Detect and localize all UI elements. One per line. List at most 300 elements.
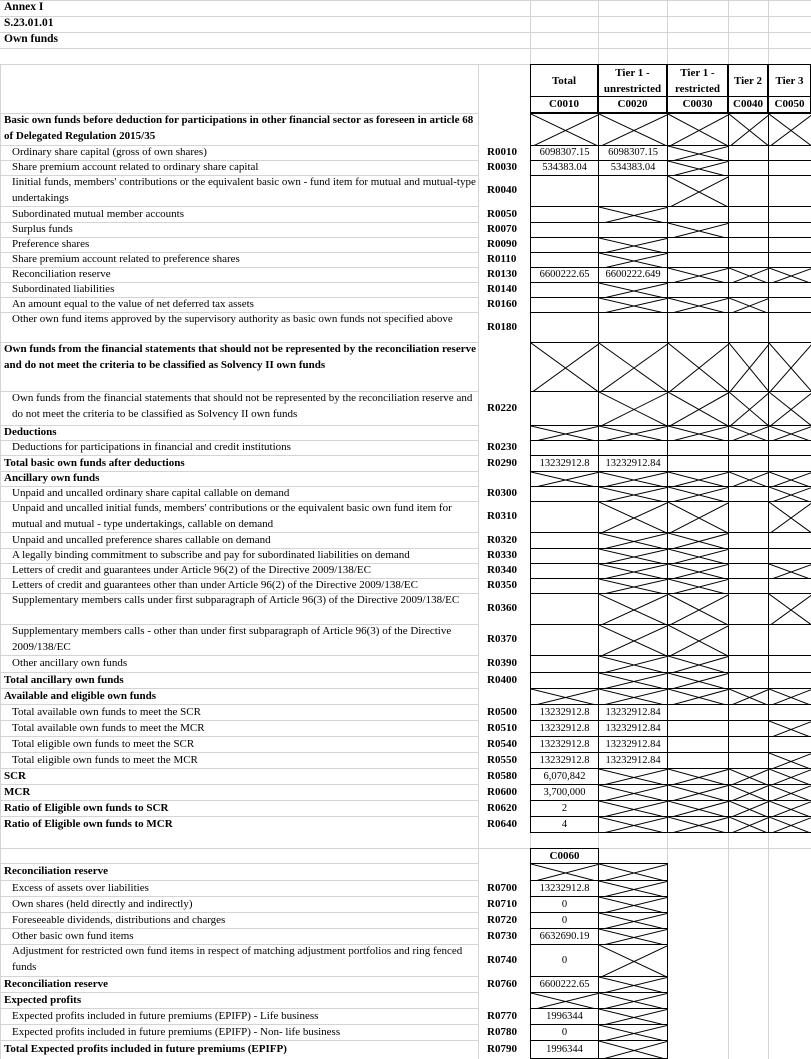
- value-cell: [768, 532, 811, 549]
- crossed-out-cell: [728, 816, 769, 833]
- value-cell: [728, 160, 769, 176]
- cross-mark: [668, 769, 729, 785]
- row-label: Excess of assets over liabilities: [12, 882, 149, 894]
- value-cell: [667, 704, 729, 721]
- value-cell: [728, 704, 769, 721]
- cross-mark: [769, 114, 811, 146]
- annex-label: Annex I: [4, 1, 44, 13]
- value-cell: 0: [530, 944, 599, 977]
- row-code: R0580: [487, 770, 517, 782]
- crossed-out-cell: [598, 471, 668, 487]
- crossed-out-cell: [598, 342, 668, 392]
- cross-mark: [599, 533, 668, 549]
- crossed-out-cell: [598, 912, 668, 929]
- value-cell: [530, 593, 599, 625]
- row-label: Own funds from the financial statements that should not be represented by the reconciliation reserve and do not meet the criteria to be classified as Solvency II own funds: [4, 343, 476, 371]
- row-code: R0370: [487, 633, 517, 645]
- cross-mark: [668, 343, 729, 392]
- row-code: R0070: [487, 223, 517, 235]
- cross-mark: [668, 472, 729, 487]
- value-cell: [768, 655, 811, 673]
- row-label: Iinitial funds, members' contributions or the equivalent basic own - fund item for mutual and mutual-type undertakings: [12, 176, 476, 204]
- crossed-out-cell: [667, 175, 729, 207]
- value-cell: [728, 501, 769, 533]
- crossed-out-cell: [768, 342, 811, 392]
- cross-mark: [599, 929, 668, 945]
- crossed-out-cell: [667, 784, 729, 801]
- grid-line: [0, 848, 811, 849]
- cross-mark: [599, 913, 668, 929]
- value-cell: [728, 486, 769, 502]
- crossed-out-cell: [667, 267, 729, 283]
- cross-mark: [599, 897, 668, 913]
- value-cell: [598, 175, 668, 207]
- row-label: SCR: [4, 770, 27, 782]
- row-code: R0780: [487, 1026, 517, 1038]
- value-cell: [530, 222, 599, 238]
- crossed-out-cell: [667, 816, 729, 833]
- value-cell: [667, 237, 729, 253]
- value-cell: [768, 237, 811, 253]
- column-header: Total: [530, 64, 598, 97]
- value-cell: [728, 593, 769, 625]
- value-cell: 13232912.84: [598, 704, 668, 721]
- value-cell: [530, 282, 599, 298]
- value-cell: [728, 720, 769, 737]
- cross-mark: [668, 817, 729, 833]
- row-label: Other basic own fund items: [12, 930, 134, 942]
- value-cell: [768, 222, 811, 238]
- page-title: Own funds: [4, 33, 59, 45]
- crossed-out-cell: [768, 688, 811, 705]
- crossed-out-cell: [768, 267, 811, 283]
- cross-mark: [599, 656, 668, 673]
- row-code: R0510: [487, 722, 517, 734]
- row-label: Preference shares: [12, 238, 90, 250]
- value-cell: [728, 252, 769, 268]
- value-cell: [728, 752, 769, 769]
- row-code: R0130: [487, 268, 517, 280]
- value-cell: [768, 145, 811, 161]
- cross-mark: [599, 993, 668, 1009]
- cross-mark: [729, 343, 769, 392]
- row-code: R0310: [487, 510, 517, 522]
- crossed-out-cell: [667, 160, 729, 176]
- cross-mark: [668, 161, 729, 176]
- column-code: C0040: [728, 96, 768, 113]
- value-cell: [768, 282, 811, 298]
- crossed-out-cell: [598, 532, 668, 549]
- cross-mark: [668, 426, 729, 441]
- row-label: Own funds from the financial statements that should not be represented by the reconciliation reserve and do not meet the criteria to be classified as Solvency II own funds: [12, 392, 473, 420]
- cross-mark: [668, 487, 729, 502]
- cross-mark: [531, 426, 599, 441]
- cross-mark: [729, 298, 769, 313]
- crossed-out-cell: [728, 113, 769, 146]
- row-code: R0770: [487, 1010, 517, 1022]
- value-cell: [768, 440, 811, 456]
- crossed-out-cell: [598, 784, 668, 801]
- cross-mark: [599, 487, 668, 502]
- crossed-out-cell: [598, 297, 668, 313]
- crossed-out-cell: [598, 863, 668, 881]
- value-cell: [728, 175, 769, 207]
- cross-mark: [599, 881, 668, 897]
- cross-mark: [668, 785, 729, 801]
- crossed-out-cell: [667, 391, 729, 426]
- crossed-out-cell: [768, 800, 811, 817]
- crossed-out-cell: [598, 282, 668, 298]
- row-label: Ratio of Eligible own funds to SCR: [4, 802, 169, 814]
- cross-mark: [599, 426, 668, 441]
- value-cell: [768, 297, 811, 313]
- value-cell: 13232912.84: [598, 736, 668, 753]
- crossed-out-cell: [598, 624, 668, 656]
- value-cell: [728, 312, 769, 343]
- crossed-out-cell: [598, 252, 668, 268]
- cross-mark: [769, 769, 811, 785]
- value-cell: 3,700,000: [530, 784, 599, 801]
- value-cell: [530, 563, 599, 579]
- column-header: Tier 3: [768, 64, 811, 97]
- cross-mark: [599, 564, 668, 579]
- cross-mark: [769, 801, 811, 817]
- cross-mark: [668, 564, 729, 579]
- crossed-out-cell: [768, 816, 811, 833]
- row-code: R0730: [487, 930, 517, 942]
- row-label: Total eligible own funds to meet the MCR: [12, 754, 198, 766]
- row-code: R0360: [487, 602, 517, 614]
- cross-mark: [599, 579, 668, 594]
- row-label: Own shares (held directly and indirectly): [12, 898, 193, 910]
- crossed-out-cell: [598, 486, 668, 502]
- crossed-out-cell: [598, 1008, 668, 1025]
- cross-mark: [668, 146, 729, 161]
- cross-mark: [729, 801, 769, 817]
- crossed-out-cell: [667, 688, 729, 705]
- value-cell: [728, 206, 769, 223]
- value-cell: [728, 563, 769, 579]
- cross-mark: [769, 392, 811, 426]
- crossed-out-cell: [768, 391, 811, 426]
- cross-mark: [599, 785, 668, 801]
- crossed-out-cell: [598, 800, 668, 817]
- row-code: R0320: [487, 534, 517, 546]
- crossed-out-cell: [768, 720, 811, 737]
- value-cell: [768, 578, 811, 594]
- column-code: C0030: [667, 96, 728, 113]
- value-cell: [768, 160, 811, 176]
- cross-mark: [599, 817, 668, 833]
- row-label: Ancillary own funds: [4, 472, 100, 484]
- value-cell: [667, 312, 729, 343]
- crossed-out-cell: [667, 501, 729, 533]
- value-cell: [768, 672, 811, 689]
- cross-mark: [599, 502, 668, 533]
- crossed-out-cell: [530, 342, 599, 392]
- row-code: R0790: [487, 1043, 517, 1055]
- cross-mark: [769, 472, 811, 487]
- value-cell: 6600222.649: [598, 267, 668, 283]
- row-label: Expected profits included in future premiums (EPIFP) - Life business: [12, 1010, 319, 1022]
- row-label: Surplus funds: [12, 223, 73, 235]
- value-cell: [728, 548, 769, 564]
- crossed-out-cell: [598, 425, 668, 441]
- cross-mark: [599, 343, 668, 392]
- crossed-out-cell: [728, 471, 769, 487]
- crossed-out-cell: [598, 237, 668, 253]
- crossed-out-cell: [598, 1040, 668, 1059]
- cross-mark: [668, 298, 729, 313]
- value-cell: [768, 548, 811, 564]
- cross-mark: [531, 114, 599, 146]
- value-cell: [530, 486, 599, 502]
- grid-line: [0, 0, 811, 1]
- cross-mark: [729, 785, 769, 801]
- value-cell: [530, 440, 599, 456]
- crossed-out-cell: [530, 471, 599, 487]
- crossed-out-cell: [667, 800, 729, 817]
- cross-mark: [668, 579, 729, 594]
- cross-mark: [599, 769, 668, 785]
- value-cell: 6632690.19: [530, 928, 599, 945]
- cross-mark: [531, 689, 599, 705]
- value-cell: [530, 578, 599, 594]
- value-cell: 6600222.65: [530, 976, 599, 993]
- row-code: R0220: [487, 402, 517, 414]
- crossed-out-cell: [530, 688, 599, 705]
- column-header: Tier 1 - restricted: [667, 64, 728, 97]
- value-cell: 534383.04: [598, 160, 668, 176]
- crossed-out-cell: [667, 145, 729, 161]
- row-label: Deductions for participations in financial and credit institutions: [12, 441, 291, 453]
- cross-mark: [668, 801, 729, 817]
- crossed-out-cell: [598, 655, 668, 673]
- row-label: Expected profits included in future premiums (EPIFP) - Non- life business: [12, 1026, 341, 1038]
- row-code: R0390: [487, 657, 517, 669]
- cross-mark: [599, 945, 668, 977]
- row-code: R0500: [487, 706, 517, 718]
- crossed-out-cell: [667, 624, 729, 656]
- crossed-out-cell: [667, 532, 729, 549]
- cross-mark: [599, 392, 668, 426]
- row-code: R0760: [487, 978, 517, 990]
- crossed-out-cell: [728, 342, 769, 392]
- cross-mark: [599, 977, 668, 993]
- cross-mark: [599, 1041, 668, 1059]
- crossed-out-cell: [598, 944, 668, 977]
- value-cell: [728, 440, 769, 456]
- crossed-out-cell: [598, 563, 668, 579]
- value-cell: [768, 206, 811, 223]
- cross-mark: [599, 1009, 668, 1025]
- value-cell: [728, 222, 769, 238]
- crossed-out-cell: [667, 113, 729, 146]
- value-cell: [728, 578, 769, 594]
- cross-mark: [599, 801, 668, 817]
- crossed-out-cell: [598, 593, 668, 625]
- row-code: R0330: [487, 549, 517, 561]
- row-label: Available and eligible own funds: [4, 690, 156, 702]
- value-cell: 2: [530, 800, 599, 817]
- crossed-out-cell: [598, 578, 668, 594]
- value-cell: 13232912.8: [530, 880, 599, 897]
- row-code: R0030: [487, 161, 517, 173]
- cross-mark: [531, 472, 599, 487]
- crossed-out-cell: [768, 593, 811, 625]
- crossed-out-cell: [768, 784, 811, 801]
- crossed-out-cell: [728, 768, 769, 785]
- value-cell: [728, 655, 769, 673]
- value-cell: [728, 736, 769, 753]
- crossed-out-cell: [728, 800, 769, 817]
- value-cell: [667, 440, 729, 456]
- value-cell: [530, 501, 599, 533]
- row-label: Letters of credit and guarantees other than under Article 96(2) of the Directive 2009/138/EC: [12, 579, 418, 591]
- column-code: C0050: [768, 96, 811, 113]
- row-code: R0160: [487, 298, 517, 310]
- row-code: R0540: [487, 738, 517, 750]
- crossed-out-cell: [728, 267, 769, 283]
- crossed-out-cell: [598, 548, 668, 564]
- crossed-out-cell: [667, 486, 729, 502]
- crossed-out-cell: [598, 880, 668, 897]
- crossed-out-cell: [530, 113, 599, 146]
- crossed-out-cell: [768, 425, 811, 441]
- crossed-out-cell: [598, 976, 668, 993]
- cross-mark: [769, 594, 811, 625]
- cross-mark: [769, 502, 811, 533]
- row-label: Supplementary members calls - other than under first subparagraph of Article 96(3) of the Directive 2009/138/EC: [12, 625, 452, 653]
- cross-mark: [599, 253, 668, 268]
- value-cell: 0: [530, 896, 599, 913]
- row-label: Total Expected profits included in future premiums (EPIFP): [4, 1043, 287, 1055]
- row-label: Unpaid and uncalled initial funds, members' contributions or the equivalent basic own fund item for mutual and mutual - type undertakings, callable on demand: [12, 502, 452, 530]
- row-label: Total available own funds to meet the MCR: [12, 722, 205, 734]
- value-cell: [598, 222, 668, 238]
- value-cell: [530, 548, 599, 564]
- crossed-out-cell: [667, 593, 729, 625]
- value-cell: 6,070,842: [530, 768, 599, 785]
- row-label: A legally binding commitment to subscribe and pay for subordinated liabilities on demand: [12, 549, 410, 561]
- row-label: Letters of credit and guarantees under Article 96(2) of the Directive 2009/138/EC: [12, 564, 371, 576]
- value-cell: 534383.04: [530, 160, 599, 176]
- cross-mark: [531, 343, 599, 392]
- grid-line: [0, 32, 811, 33]
- cross-mark: [668, 392, 729, 426]
- cross-mark: [769, 817, 811, 833]
- value-cell: [728, 145, 769, 161]
- crossed-out-cell: [667, 563, 729, 579]
- cross-mark: [668, 594, 729, 625]
- crossed-out-cell: [530, 992, 599, 1009]
- cross-mark: [668, 502, 729, 533]
- crossed-out-cell: [598, 688, 668, 705]
- row-code: R0010: [487, 146, 517, 158]
- crossed-out-cell: [667, 768, 729, 785]
- crossed-out-cell: [598, 816, 668, 833]
- row-label: Other own fund items approved by the supervisory authority as basic own funds not specified above: [12, 313, 453, 325]
- value-cell: 13232912.84: [598, 752, 668, 769]
- value-cell: [667, 455, 729, 472]
- value-cell: [530, 672, 599, 689]
- value-cell: 0: [530, 912, 599, 929]
- column-code: C0010: [530, 96, 598, 113]
- value-cell: [530, 237, 599, 253]
- row-code: R0290: [487, 457, 517, 469]
- cross-mark: [599, 594, 668, 625]
- crossed-out-cell: [530, 425, 599, 441]
- value-cell: [530, 252, 599, 268]
- value-cell: [530, 532, 599, 549]
- cross-mark: [729, 472, 769, 487]
- crossed-out-cell: [768, 501, 811, 533]
- row-code: R0640: [487, 818, 517, 830]
- value-cell: 13232912.8: [530, 704, 599, 721]
- cross-mark: [599, 549, 668, 564]
- cross-mark: [599, 864, 668, 881]
- cross-mark: [769, 785, 811, 801]
- value-cell: [530, 391, 599, 426]
- row-label: Unpaid and uncalled preference shares callable on demand: [12, 534, 271, 546]
- cross-mark: [668, 223, 729, 238]
- row-label: Ordinary share capital (gross of own shares): [12, 146, 207, 158]
- value-cell: 13232912.8: [530, 720, 599, 737]
- row-code: R0340: [487, 564, 517, 576]
- crossed-out-cell: [598, 501, 668, 533]
- row-code: R0400: [487, 674, 517, 686]
- row-code: R0050: [487, 208, 517, 220]
- row-code: R0700: [487, 882, 517, 894]
- value-cell: [667, 282, 729, 298]
- cross-mark: [599, 114, 668, 146]
- row-label: Reconciliation reserve: [12, 268, 111, 280]
- crossed-out-cell: [728, 297, 769, 313]
- value-cell: [667, 252, 729, 268]
- value-cell: 6098307.15: [598, 145, 668, 161]
- cross-mark: [668, 673, 729, 689]
- row-code: R0230: [487, 441, 517, 453]
- value-cell: [598, 440, 668, 456]
- value-cell: 6600222.65: [530, 267, 599, 283]
- crossed-out-cell: [667, 297, 729, 313]
- row-label: Subordinated mutual member accounts: [12, 208, 184, 220]
- value-cell: [598, 312, 668, 343]
- row-label: Other ancillary own funds: [12, 657, 128, 669]
- crossed-out-cell: [598, 672, 668, 689]
- value-cell: [728, 237, 769, 253]
- row-label: Subordinated liabilities: [12, 283, 115, 295]
- row-label: Reconciliation reserve: [4, 865, 108, 877]
- value-cell: 1996344: [530, 1040, 599, 1059]
- row-code: R0180: [487, 321, 517, 333]
- cross-mark: [769, 689, 811, 705]
- value-cell: [768, 736, 811, 753]
- crossed-out-cell: [667, 425, 729, 441]
- crossed-out-cell: [667, 548, 729, 564]
- cross-mark: [531, 993, 599, 1009]
- row-code: R0600: [487, 786, 517, 798]
- value-cell: [728, 455, 769, 472]
- crossed-out-cell: [598, 113, 668, 146]
- template-code: S.23.01.01: [4, 17, 54, 29]
- row-label: Total basic own funds after deductions: [4, 457, 185, 469]
- row-label: Total available own funds to meet the SCR: [12, 706, 201, 718]
- crossed-out-cell: [667, 342, 729, 392]
- value-cell: 13232912.84: [598, 720, 668, 737]
- row-label: Total ancillary own funds: [4, 674, 124, 686]
- crossed-out-cell: [667, 672, 729, 689]
